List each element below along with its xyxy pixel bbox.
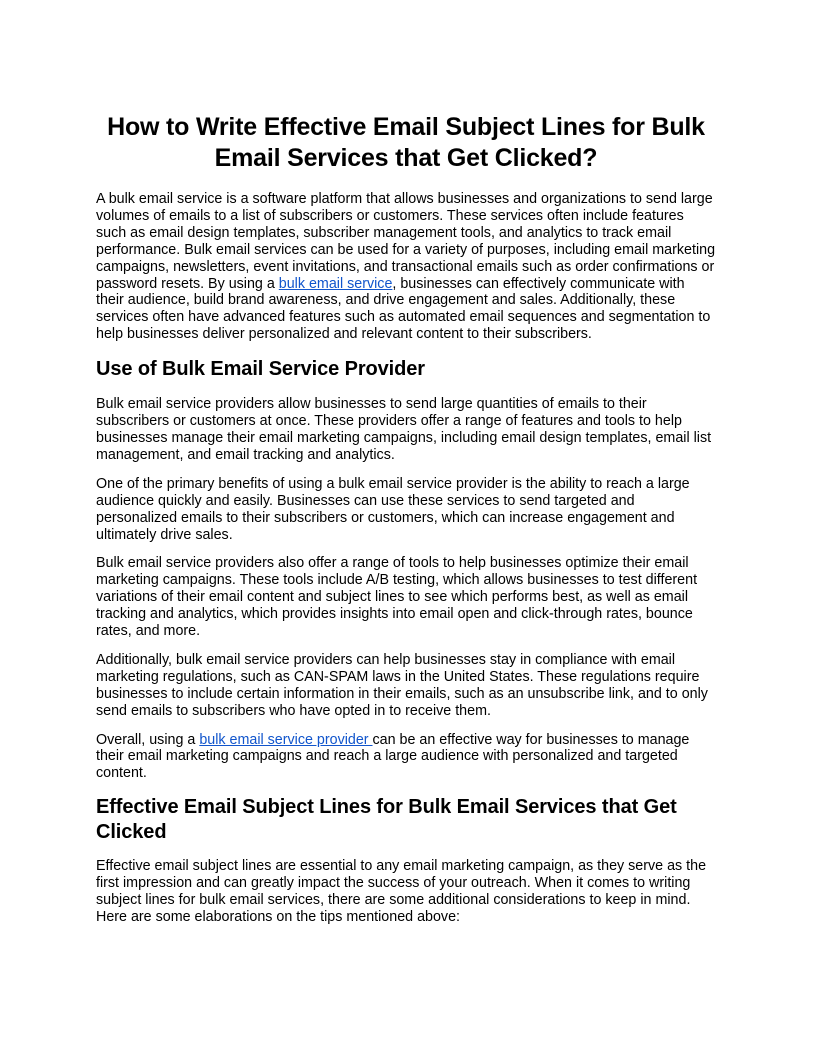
- bulk-email-service-provider-link[interactable]: bulk email service provider: [199, 731, 373, 748]
- document-page: [96, 96, 716, 926]
- use-paragraph-5: [96, 732, 716, 783]
- intro-text-after-link: , businesses can effectively communicate with their audience, build brand awareness, and drive engagement and sales. Additionally, these services often have advanced features such as automated email sequences and segmentation to help businesses deliver personalized and relevant content to their subscribers.: [96, 275, 711, 343]
- use-paragraph-4: Additionally, bulk email service providers can help businesses stay in compliance with email marketing regulations, such as CAN-SPAM laws in the United States. These regulations require businesses to include certain information in their emails, such as an unsubscribe link, and to only send emails to subscribers who have opted in to receive them.: [96, 651, 708, 719]
- intro-paragraph: [96, 191, 716, 343]
- section-heading-use: Use of Bulk Email Service Provider: [96, 358, 425, 381]
- use-paragraph-2: One of the primary benefits of using a bulk email service provider is the ability to reach a large audience quickly and easily. Businesses can use these services to send targeted and personalized emails to their subscribers or customers, which can increase engagement and ultimately drive sales.: [96, 475, 690, 543]
- bulk-email-service-link[interactable]: bulk email service: [278, 275, 393, 292]
- use-paragraph-1: Bulk email service providers allow businesses to send large quantities of emails to their subscribers or customers at once. These providers offer a range of features and tools to help businesses manage their email marketing campaigns, including email design templates, email list management, and email tracking and analytics.: [96, 396, 712, 463]
- intro-text-before-link: A bulk email service is a software platform that allows businesses and organizations to send large volumes of emails to a list of subscribers or customers. These services often include features such as email design templates, subscriber management tools, and analytics to track email performance. Bulk email services can be used for a variety of purposes, including email marketing campaigns, newsletters, event invitations, and transactional emails such as order confirmations or password resets. By using a: [96, 191, 716, 292]
- use5-text-before-link: Overall, using a: [96, 731, 200, 748]
- section-heading-effective: Effective Email Subject Lines for Bulk Email Services that Get Clicked: [96, 796, 677, 844]
- effective-paragraph-1: Effective email subject lines are essential to any email marketing campaign, as they serve as the first impression and can greatly impact the success of your outreach. When it comes to writing subject lines for bulk email services, there are some additional considerations to keep in mind. Here are some elaborations on the tips mentioned above:: [96, 858, 707, 925]
- use-paragraph-3: Bulk email service providers also offer a range of tools to help businesses optimize their email marketing campaigns. These tools include A/B testing, which allows businesses to test different variations of their email content and subject lines to see which performs best, as well as email tracking and analytics, which provides insights into email open and click-through rates, bounce rates, and more.: [96, 555, 698, 640]
- page-title: How to Write Effective Email Subject Lines for Bulk Email Services that Get Clicked?: [107, 113, 705, 172]
- use5-text-after-link: can be an effective way for businesses to manage their email marketing campaigns and reach a large audience with personalized and targeted content.: [96, 731, 690, 782]
